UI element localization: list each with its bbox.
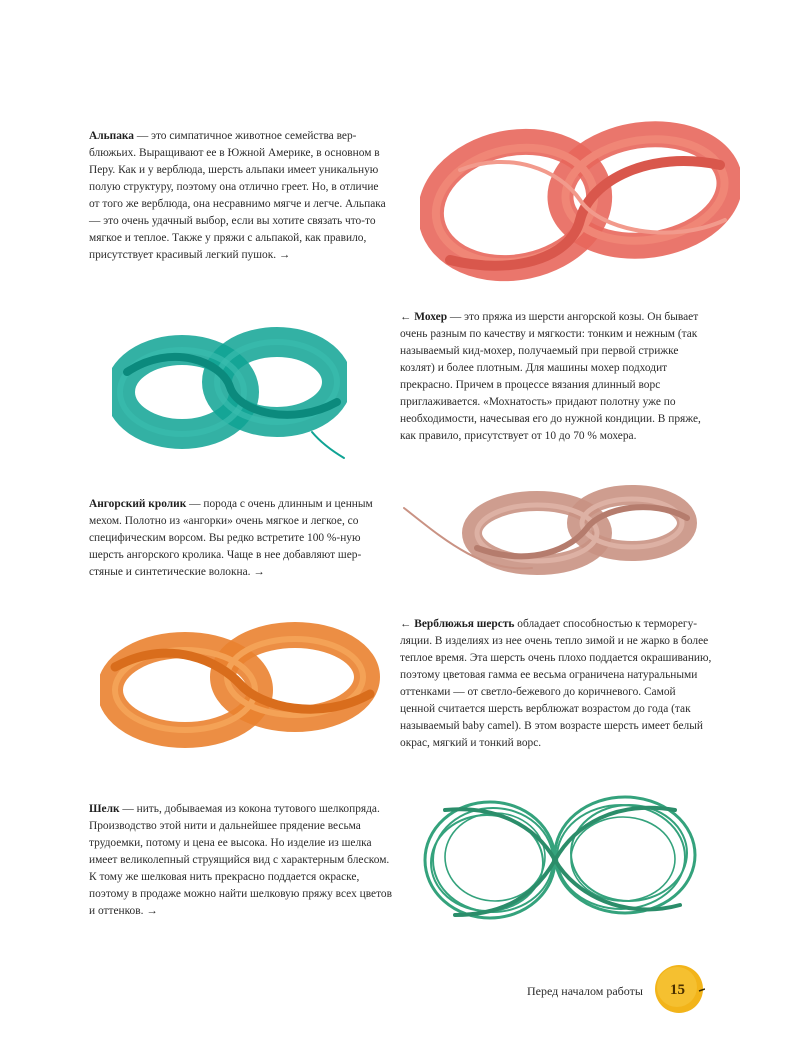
silk-paragraph — [89, 801, 394, 920]
angora-paragraph — [89, 496, 389, 581]
page-number: 15 — [670, 982, 685, 998]
alpaca-text: — это симпатичное животное семейства верблюжьих. Выращивают ее в Южной Америке, в основном в Перу. Как и у верблюда, шерсть альпаки имеет уникальную полую структуру, поэтому она отлично греет. Но, в отличие от того же верблюда, она несравнимо мягче и легче. Альпака — это очень удачный выбор, если вы хотите связать что-то мягкое и теплое. Также у пряжи с альпакой, как правило, присутствует красивый легкий пушок. → — [89, 130, 386, 261]
footer-section-title: Перед началом работы — [527, 984, 643, 998]
silk-text: — нить, добываемая из кокона тутового шелкопряда. Производство этой нити и дальнейшее прядение весьма трудоемки, потому и цена ее высока. Но изделие из шелка имеет великолепный струящийся вид с характерным блеском. К тому же шелковая нить прекрасно поддается окраске, поэтому в продаже можно найти шелковую пряжу всех цветов и оттенков. → — [89, 803, 392, 917]
camel-paragraph — [400, 616, 712, 752]
alpaca-yarn-image — [420, 110, 740, 295]
angora-term: Ангорский кролик — [89, 498, 187, 510]
alpaca-term: Альпака — [89, 130, 134, 142]
angora-text: — порода с очень длинным и ценным мехом. Полотно из «ангорки» очень мягкое и легкое, со специфическим ворсом. Вы редко встретите 100 %-ную шерсть ангорского кролика. Чаще в нее добавляют шерстяные и синтетические волокна. → — [89, 498, 373, 578]
camel-term: Верблюжья шерсть — [414, 618, 515, 630]
mohair-arrow: ← — [400, 311, 415, 323]
mohair-term: Мохер — [414, 311, 448, 323]
camel-text: обладает способностью к терморегуляции. В изделиях из нее очень тепло зимой и не жарко в более теплое время. Эта шерсть очень плохо поддается окрашиванию, поэтому цветовая гамма ее весьма ограничена натуральными оттенками — от светло-бежевого до коричневого. Самой ценной считается шерсть верблюжат возрастом до года (так называемый baby camel). В этом возрасте шерсть имеет белый окрас, мягкий и тонкий ворс. — [400, 618, 712, 749]
silk-yarn-image — [415, 785, 705, 935]
mohair-text: — это пряжа из шерсти ангорской козы. Он бывает очень разным по качеству и мягкости: тонким и нежным (так называемый кид-мохер, получаемый при первой стрижке козлят) и более плотным. Для машины мохер подходит прекрасно. Причем в процессе вязания длинный ворс приглаживается. «Мохнатость» придают полотну уже по необходимости, начесывая его до нужной кондиции. В пряже, как правило, присутствует от 10 до 70 % мохера. — [400, 311, 701, 442]
silk-term: Шелк — [89, 803, 120, 815]
camel-yarn-image — [100, 612, 380, 752]
mohair-yarn-image — [112, 312, 347, 462]
mohair-paragraph — [400, 309, 712, 445]
alpaca-paragraph — [89, 128, 389, 264]
angora-yarn-image — [402, 478, 702, 588]
camel-arrow: ← — [400, 618, 415, 630]
